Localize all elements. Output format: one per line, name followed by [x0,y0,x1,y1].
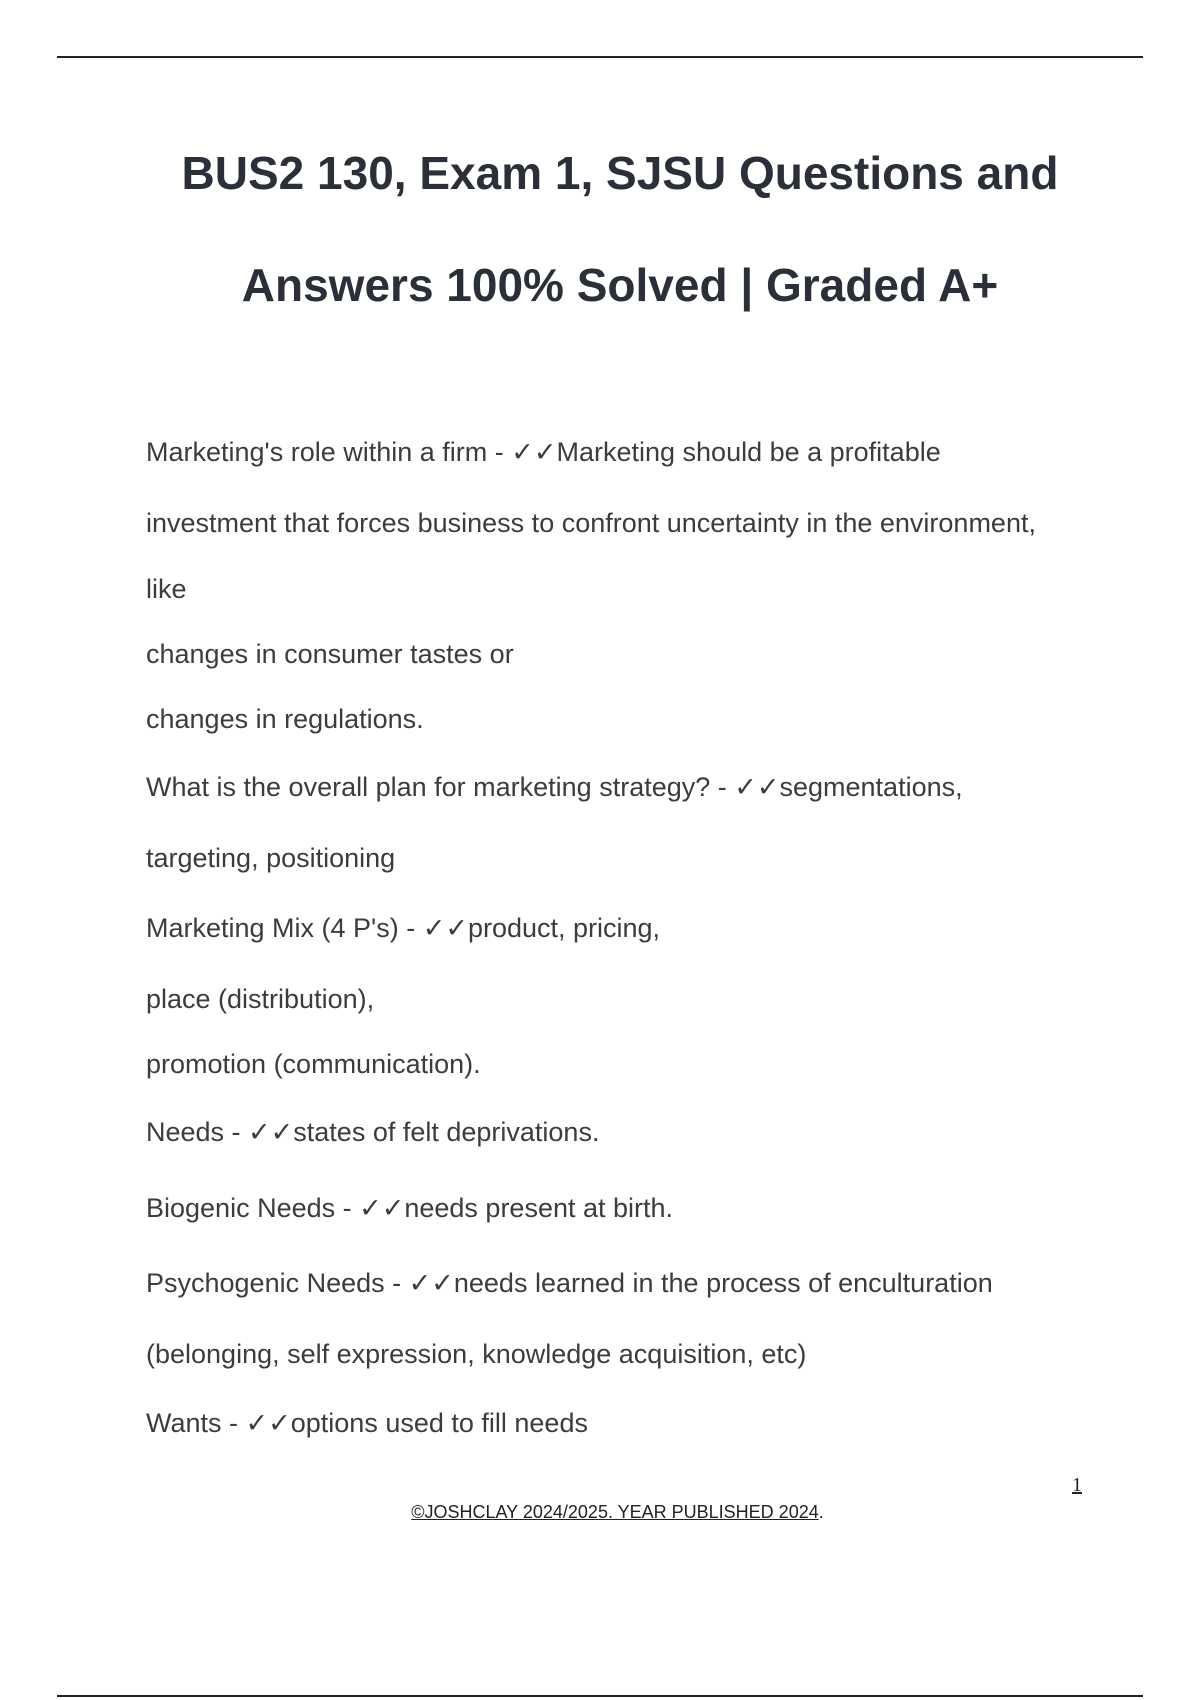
document-title-line-1: BUS2 130, Exam 1, SJSU Questions and [181,147,1059,199]
body-line: promotion (communication). [146,1049,481,1079]
copyright-footer [0,1502,1200,1523]
body-line: Biogenic Needs - ✓✓needs present at birth. [146,1193,674,1223]
body-line: changes in consumer tastes or [146,639,514,669]
body-line: (belonging, self expression, knowledge acquisition, etc) [146,1339,807,1369]
body-line: Wants - ✓✓options used to fill needs [146,1408,588,1438]
body-line: place (distribution), [146,984,375,1014]
body-line: Needs - ✓✓states of felt deprivations. [146,1117,600,1147]
bottom-rule [57,1695,1143,1697]
footer-period: . [818,1502,824,1522]
document-title-line-2: Answers 100% Solved | Graded A+ [241,259,999,311]
body-line: Psychogenic Needs - ✓✓needs learned in the process of enculturation [146,1268,993,1298]
body-line: Marketing's role within a firm - ✓✓Marketing should be a profitable [146,437,941,467]
body-line: investment that forces business to confront uncertainty in the environment, [146,508,1036,538]
body-line: Marketing Mix (4 P's) - ✓✓product, pricing, [146,913,661,943]
body-line: changes in regulations. [146,704,424,734]
body-line: like [146,574,187,604]
body-line: What is the overall plan for marketing strategy? - ✓✓segmentations, [146,772,963,802]
top-rule [57,56,1143,58]
page-number: 1 [1072,1474,1082,1496]
body-line: targeting, positioning [146,843,396,873]
footer-text: ©JOSHCLAY 2024/2025. YEAR PUBLISHED 2024 [411,1502,819,1522]
